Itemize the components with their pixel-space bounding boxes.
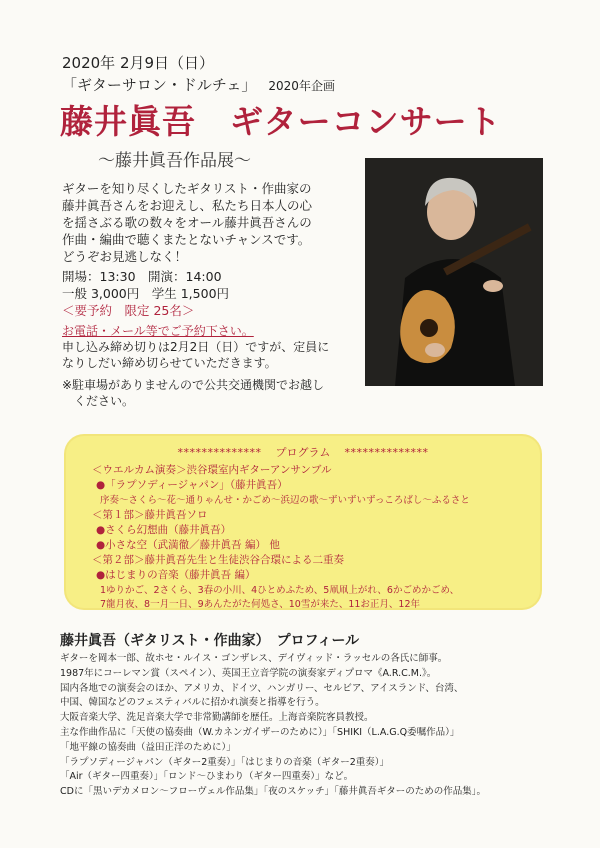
profile-line: 主な作曲作品に「天使の協奏曲（W.カネンガイザーのために）」「SHIKI（L.A.G.Q委嘱作品）」 (60, 726, 460, 738)
stars-right: ************** (344, 446, 429, 459)
intro-line: 藤井眞吾さんをお迎えし、私たち日本人の心 (62, 198, 313, 213)
parking-line: ※駐車場がありませんので公共交通機関でお越し (62, 378, 325, 392)
program-heading: プログラム (275, 446, 331, 459)
contact-line: なりしだい締め切らせていただきます。 (62, 356, 277, 370)
program-line: ●小さな空（武満徹／藤井眞吾 編） 他 (96, 539, 280, 551)
salon-name (62, 74, 335, 95)
profile-line: 「地平線の協奏曲（益田正洋のために）」 (60, 741, 236, 753)
profile-line: 「ラプソディージャパン（ギター2重奏）」「はじまりの音楽（ギター2重奏）」 (60, 756, 390, 768)
intro-line: ギターを知り尽くしたギタリスト・作曲家の (62, 181, 312, 196)
page-subtitle: ～藤井眞吾作品展～ (98, 151, 251, 171)
profile-heading: 藤井眞吾（ギタリスト・作曲家） プロフィール (60, 633, 360, 649)
stars-left: ************** (177, 446, 262, 459)
contact-line: お電話・メール等でご予約下さい。 (62, 324, 254, 338)
open-start-times: 開場：13:30 開演：14:00 (62, 269, 222, 284)
page-title: 藤井眞吾 ギターコンサート (60, 102, 502, 141)
ticket-price: 一般 3,000円 学生 1,500円 (62, 286, 230, 301)
program-line: ＜第２部＞藤井眞吾先生と生徒渋谷合環による二重奏 (92, 554, 344, 566)
program-line: ＜ウエルカム演奏＞渋谷環室内ギターアンサンブル (92, 464, 332, 476)
intro-line: 作曲・編曲で聴くまたとないチャンスです。 (62, 232, 311, 247)
program-title (66, 444, 540, 460)
program-line: 7龍月夜、8一月一日、9あんたがた何処さ、10雪が来た、11お正月、12年 (100, 599, 421, 610)
plan-label: 2020年企画 (268, 79, 335, 93)
program-line: ●「ラプソディージャパン」（藤井眞吾） (96, 479, 288, 491)
program-line: ●はじまりの音楽（藤井眞吾 編） (96, 569, 256, 581)
profile-text (60, 652, 540, 800)
profile-line: 大阪音楽大学、洗足音楽大学で非常勤講師を歴任。上海音楽院客員教授。 (60, 712, 374, 724)
event-details (62, 268, 229, 319)
program-line: 序奏～さくら～花～通りゃんせ・かごめ～浜辺の歌～ずいずいずっころばし～ふるさと (100, 495, 470, 506)
salon-label: 「ギターサロン・ドルチェ」 (62, 76, 257, 94)
intro-text (62, 180, 380, 265)
parking-line: ください。 (62, 394, 135, 408)
contact-line: 申し込み締め切りは2月2日（日）ですが、定員に (62, 340, 330, 354)
intro-line: を揺さぶる歌の数々をオール藤井眞吾さんの (62, 215, 312, 230)
program-line: ●さくら幻想曲（藤井眞吾） (96, 524, 232, 536)
profile-line: 「Air（ギター四重奏）」「ロンド～ひまわり（ギター四重奏）」など。 (60, 771, 354, 783)
program-line: 1ゆりかご、2さくら、3春の小川、4ひとめふため、5凧凧上がれ、6かごめかごめ、 (100, 585, 460, 596)
profile-line: CDに「黒いデカメロン～フローヴェル作品集」「夜のスケッチ」「藤井眞吾ギターのための作品集」。 (60, 786, 487, 798)
program-line: ＜第１部＞藤井眞吾ソロ (92, 509, 208, 521)
contact-info (62, 323, 362, 371)
guitarist-photo (365, 158, 543, 386)
program-box (66, 436, 540, 608)
intro-line: どうぞお見逃しなく！ (62, 249, 188, 264)
profile-line: 1987年にコーレマン賞（スペイン）、英国王立音学院の演奏家ディプロマ《A.R.C.M.》。 (60, 667, 437, 679)
parking-note (62, 377, 362, 409)
profile-line: 中国、韓国などのフェスティバルに招かれ演奏と指導を行う。 (60, 697, 325, 709)
reservation-note: ＜要予約 限定 25名＞ (62, 303, 195, 318)
guitarist-illustration (365, 158, 543, 386)
concert-date: 2020年 2月9日（日） (62, 54, 215, 72)
profile-line: ギターを岡本一郎、故ホセ・ルイス・ゴンザレス、デイヴィッド・ラッセルの各氏に師事。 (60, 653, 448, 664)
profile-line: 国内各地での演奏会のほか、アメリカ、ドイツ、ハンガリー、セルビア、アイスランド、台湾、 (60, 682, 464, 694)
